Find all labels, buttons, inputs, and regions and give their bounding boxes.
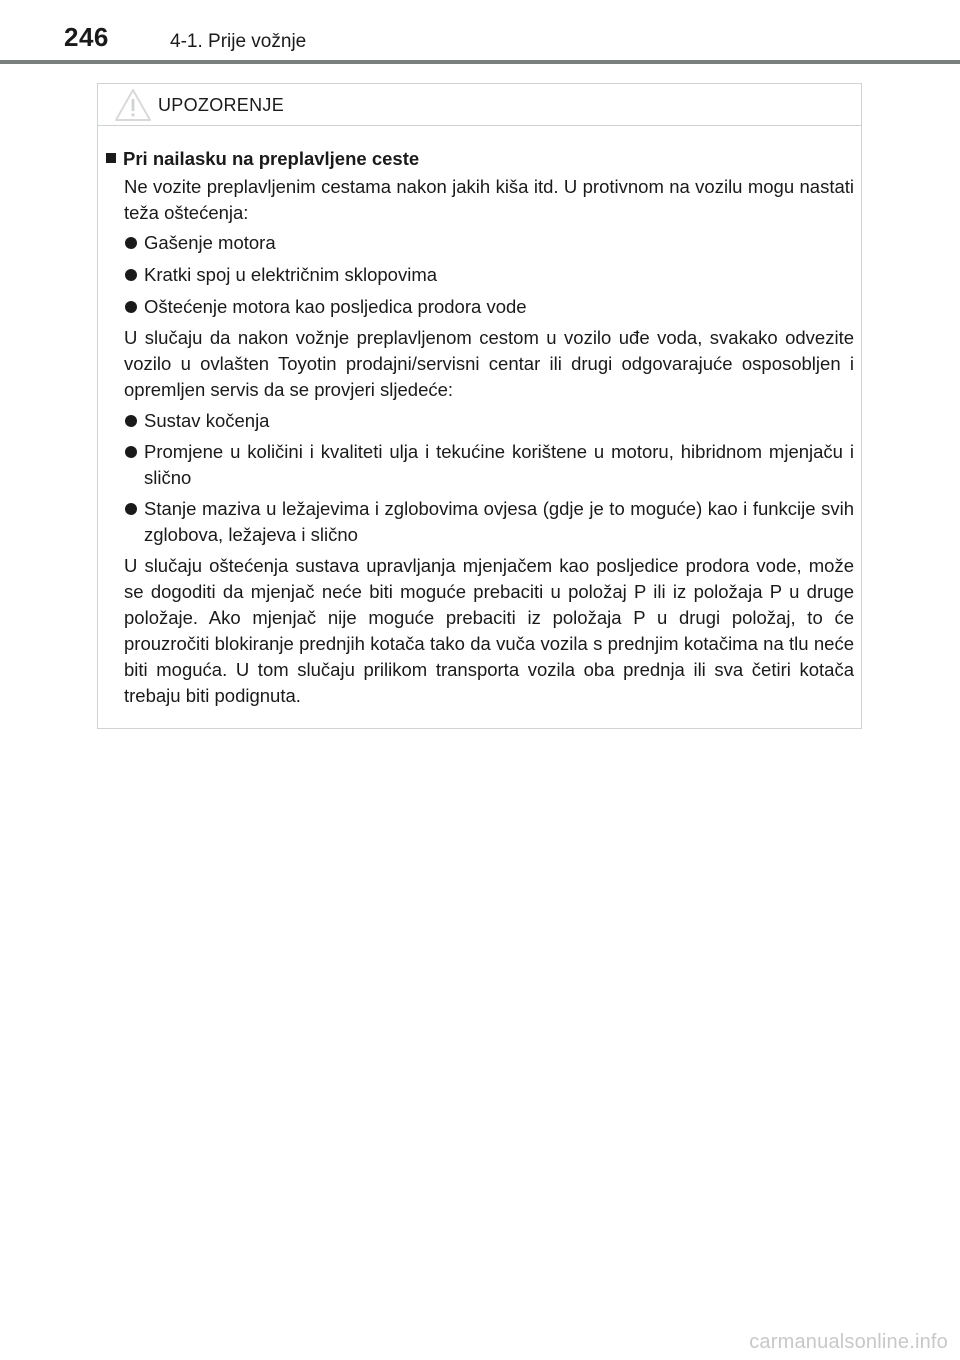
warning-body <box>98 126 861 728</box>
warning-label: UPOZORENJE <box>158 95 285 115</box>
page-number: 246 <box>64 22 109 52</box>
header-divider <box>0 60 960 64</box>
list-item <box>124 408 854 434</box>
bullet-dot-icon <box>125 446 137 458</box>
list-item <box>124 230 854 256</box>
list-item-text: Kratki spoj u električnim sklopovima <box>144 264 438 285</box>
warning-heading-text: Pri nailasku na preplavljene ceste <box>123 148 420 169</box>
page-header <box>0 0 960 64</box>
inspection-paragraph: U slučaju da nakon vožnje preplavljenom cestom u vozilo uđe voda, svakako odvezite vozilo u ovlašten Toyotin prodajni/servisni centar ili drugi odgovarajuće osposobljen i opremljen servis da se provjeri sljedeće: <box>124 327 854 400</box>
bullet-dot-icon <box>125 269 137 281</box>
list-item <box>124 496 854 548</box>
square-bullet-icon <box>106 153 116 163</box>
list-item-text: Sustav kočenja <box>144 410 270 431</box>
bullet-dot-icon <box>125 415 137 427</box>
list-item <box>124 262 854 288</box>
bullet-dot-icon <box>125 237 137 249</box>
list-item-text: Promjene u količini i kvaliteti ulja i tekućine korištene u motoru, hibridnom mjenjaču i slično <box>144 441 854 488</box>
warning-heading <box>106 148 419 170</box>
watermark: carmanualsonline.info <box>749 1331 948 1353</box>
section-title: 4-1. Prije vožnje <box>170 31 307 52</box>
list-item <box>124 439 854 491</box>
warning-box <box>97 83 862 729</box>
bullet-dot-icon <box>125 301 137 313</box>
closing-paragraph: U slučaju oštećenja sustava upravljanja mjenjačem kao posljedice prodora vode, može se dogoditi da mjenjač neće biti moguće prebaciti u položaj P ili iz položaja P u druge položaje. Ako mjenjač nije moguće prebaciti iz položaja P u drugi položaj, to će prouzročiti blokiranje prednjih kotača tako da vuča vozila s prednjim kotačima na tlu neće biti moguća. U tom slučaju prilikom transporta vozila oba prednja ili sva četiri kotača trebaju biti podignuta. <box>124 555 854 706</box>
warning-header <box>98 84 861 126</box>
list-item-text: Gašenje motora <box>144 232 276 253</box>
warning-triangle-icon <box>114 88 152 122</box>
list-item-text: Oštećenje motora kao posljedica prodora vode <box>144 296 527 317</box>
intro-paragraph: Ne vozite preplavljenim cestama nakon jakih kiša itd. U protivnom na vozilu mogu nastati teža oštećenja: <box>124 176 854 223</box>
list-item-text: Stanje maziva u ležajevima i zglobovima ovjesa (gdje je to moguće) kao i funkcije svih zglobova, ležajeva i slično <box>144 498 854 545</box>
bullet-dot-icon <box>125 503 137 515</box>
list-item <box>124 294 854 320</box>
